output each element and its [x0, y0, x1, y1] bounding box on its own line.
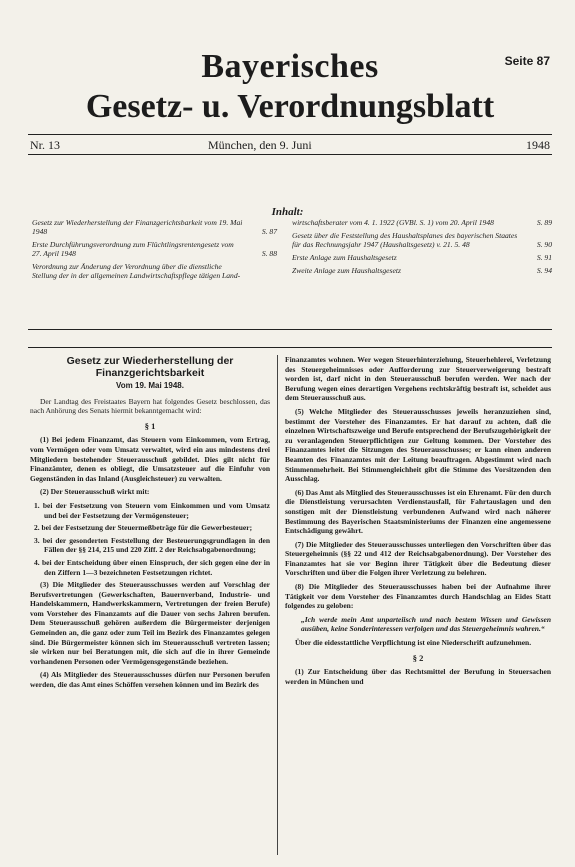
contents-entry-page: S. 88 [261, 249, 277, 258]
contents-entry[interactable] [292, 266, 552, 275]
contents-entry-page: S. 90 [536, 240, 552, 249]
issue-number: Nr. 13 [30, 138, 60, 152]
law-paragraph: Über die eidesstattliche Verpflichtung ist eine Niederschrift aufzunehmen. [295, 638, 532, 648]
law-title: Gesetz zur Wiederherstellung der Finanzgerichtsbarkeit [66, 355, 234, 379]
section-heading: § 2 [412, 652, 424, 663]
contents-entry-text: Erste Anlage zum Haushaltsgesetz [292, 253, 397, 262]
law-preamble: Der Landtag des Freistaates Bayern hat folgendes Gesetz beschlossen, das nach Anhörung des Senats hiermit bekanntgemacht wird: [30, 396, 270, 416]
law-paragraph: (5) Welche Mitglieder des Steuerausschusses jeweils heranzuziehen sind, bestimmt der Vorsteher des Finanzamtes. Er hat darauf zu achten, daß die einzelnen Wirtschaftszweige und Berufe entsprechend der Berufszugehörigkeit der zu veranlagenden Steuerpflichtigen zur Geltung kommen. Der Vorsteher des Finanzamtes leitet die Sitzungen des Steuerausschusses; er kann einen anderen Beamten des Finanzamtes mit der Leitung beauftragen. Abgestimmt wird nach Stimmenmehrheit. Bei Stimmengleichheit gibt die Stimme des Vorsitzenden den Ausschlag. [285, 406, 551, 484]
issue-place-date: München, den 9. Juni [208, 138, 312, 152]
law-paragraph: (7) Die Mitglieder des Steuerausschusses unterliegen den Vorschriften über das Steuergeheimnis (§§ 22 und 412 der Reichsabgabenordnung). Der Vorsteher des Finanzamtes hat sie vor Beginn ihrer Tätigkeit über die Bedeutung dieser Vorschriften und über die Folgen ihrer Verletzung zu belehren. [285, 539, 551, 578]
article-left-column [30, 355, 270, 694]
contents-entry-page: S. 89 [536, 218, 552, 227]
law-paragraph: (2) Der Steuerausschuß wirkt mit: [40, 487, 150, 497]
contents-entry-page: S. 87 [261, 227, 277, 236]
law-date: Vom 19. Mai 1948. [116, 381, 184, 390]
contents-entry-text: Gesetz über die Feststellung des Haushaltsplanes des bayerischen Staates für das Rechnungsjahr 1947 (Haushaltsgesetz) v. 21. 5. 48 [292, 231, 518, 249]
law-paragraph: (4) Als Mitglieder des Steuerausschusses dürfen nur Personen berufen werden, die das Amt eines Schöffen versehen können und im Bezirk des [30, 670, 270, 690]
contents-entry[interactable] [32, 262, 277, 280]
section-heading: § 1 [144, 420, 156, 431]
law-paragraph: Finanzamtes wohnen. Wer wegen Steuerhinterziehung, Steuerhehlerei, Verletzung des Steuergeheimnisses oder Aufforderung zur Steuerverweigerung bestraft worden ist, darf nicht in den Steuerausschuß berufen werden. Wer nach der Berufung wegen eines derartigen Vergehens rechtskräftig bestraft ist, scheidet aus dem Steuerausschuß aus. [285, 355, 551, 403]
oath-text: „Ich werde mein Amt unparteiisch und nach bestem Wissen und Gewissen ausüben, keine Sonderinteressen verfolgen und das Steuergeheimnis wahren.“ [301, 614, 551, 634]
contents-rule-bottom [28, 347, 552, 348]
contents-entry-text: Zweite Anlage zum Haushaltsgesetz [292, 266, 401, 275]
contents-entry-text: wirtschaftsberater vom 4. 1. 1922 (GVBl. S. 1) vom 20. April 1948 [292, 218, 494, 227]
contents-entry[interactable] [32, 218, 277, 236]
law-list-item: 3. bei der gesonderten Feststellung der Besteuerungsgrundlagen in den Fällen der §§ 214, 215 und 220 Ziff. 2 der Reichsabgabenordnung; [34, 535, 270, 555]
law-paragraph: (8) Die Mitglieder des Steuerausschusses haben bei der Aufnahme ihrer Tätigkeit vor dem Vorsteher des Finanzamtes durch Handschlag an Eides Statt folgendes zu geloben: [285, 582, 551, 611]
contents-right-column [292, 218, 552, 279]
contents-rule-top [28, 329, 552, 330]
law-paragraph: (3) Die Mitglieder des Steuerausschusses werden auf Vorschlag der Berufsvertretungen (Gewerkschaften, Bauernverband, Industrie- und Handelskammern, Handwerkskammern, Vertretungen der freien Berufe) vom Vorsteher des Finanzamts auf die Dauer von sechs Jahren berufen. Dem Steuerausschuß gehören außerdem die Bürgermeister derjenigen Gemeinden an, die ganz oder zum Teil im Bezirk des Finanzamtes gelegen sind. Die Bürgermeister können sich im Steuerausschuß vertreten lassen; sie wirken nur bei Beratungen mit, die sich auf die in ihrer Gemeinde vorhandenen Personen oder Vermögensgegenstände beziehen. [30, 580, 270, 666]
page-number: Seite 87 [504, 54, 550, 68]
contents-entry[interactable] [292, 231, 552, 249]
contents-entry[interactable] [32, 240, 277, 258]
contents-entry[interactable] [292, 218, 552, 227]
contents-entry-page: S. 94 [536, 266, 552, 275]
contents-heading: Inhalt: [271, 206, 304, 218]
law-list-item: 1. bei der Festsetzung von Steuern vom Einkommen und vom Umsatz und bei der Festsetzung der Vermögensteuer; [34, 500, 270, 520]
law-list-item: 4. bei der Entscheidung über einen Einspruch, der sich gegen eine der in den Ziffern 1—3 bezeichneten Festsetzungen richtet. [34, 557, 270, 577]
gazette-title-line1: Bayerisches [201, 48, 379, 85]
header-rule-bottom [28, 154, 552, 155]
issue-year: 1948 [526, 138, 550, 152]
gazette-title-line2: Gesetz- u. Verordnungsblatt [85, 88, 495, 125]
contents-entry-text: Erste Durchführungsverordnung zum Flüchtlingsrentengesetz vom 27. April 1948 [32, 240, 234, 258]
article-right-column [285, 355, 551, 690]
contents-entry[interactable] [292, 253, 552, 262]
law-paragraph: (6) Das Amt als Mitglied des Steuerausschusses ist ein Ehrenamt. Für den durch die Dienstleistung verursachten Verdienstausfall, für Fahrtauslagen und den sonstigen mit der Dienstleistung verbundenen Aufwand wird nach näherer Bestimmung des Bayerischen Staatsministeriums der Finanzen eine angemessene Entschädigung gewährt. [285, 487, 551, 536]
masthead [30, 44, 550, 129]
contents-left-column [32, 218, 277, 284]
law-paragraph: (1) Bei jedem Finanzamt, das Steuern vom Einkommen, vom Ertrag, vom Vermögen oder vom Umsatz verwaltet, wird ein aus mindestens drei Mitgliedern bestehender Steuerausschuß gebildet. Dies gilt nicht für Finanzämter, denen es obliegt, die Umsatzsteuer auf die Einfuhr von Gegenständen in das Inland (Ausgleichsteuer) zu verwalten. [30, 435, 270, 483]
contents-entry-text: Gesetz zur Wiederherstellung der Finanzgerichtsbarkeit vom 19. Mai 1948 [32, 218, 243, 236]
contents-entry-text: Verordnung zur Änderung der Verordnung über die dienstliche Stellung der in der allgemeinen Landwirtschaftspflege tätigen Land- [32, 262, 241, 280]
law-list-item: 2. bei der Festsetzung der Steuermeßbeträge für die Gewerbesteuer; [34, 523, 253, 533]
law-paragraph: (1) Zur Entscheidung über das Rechtsmittel der Berufung in Steuersachen werden in München und [285, 667, 551, 686]
column-divider [277, 355, 278, 855]
contents-entry-page: S. 91 [536, 253, 552, 262]
header-rule-top [28, 134, 552, 135]
